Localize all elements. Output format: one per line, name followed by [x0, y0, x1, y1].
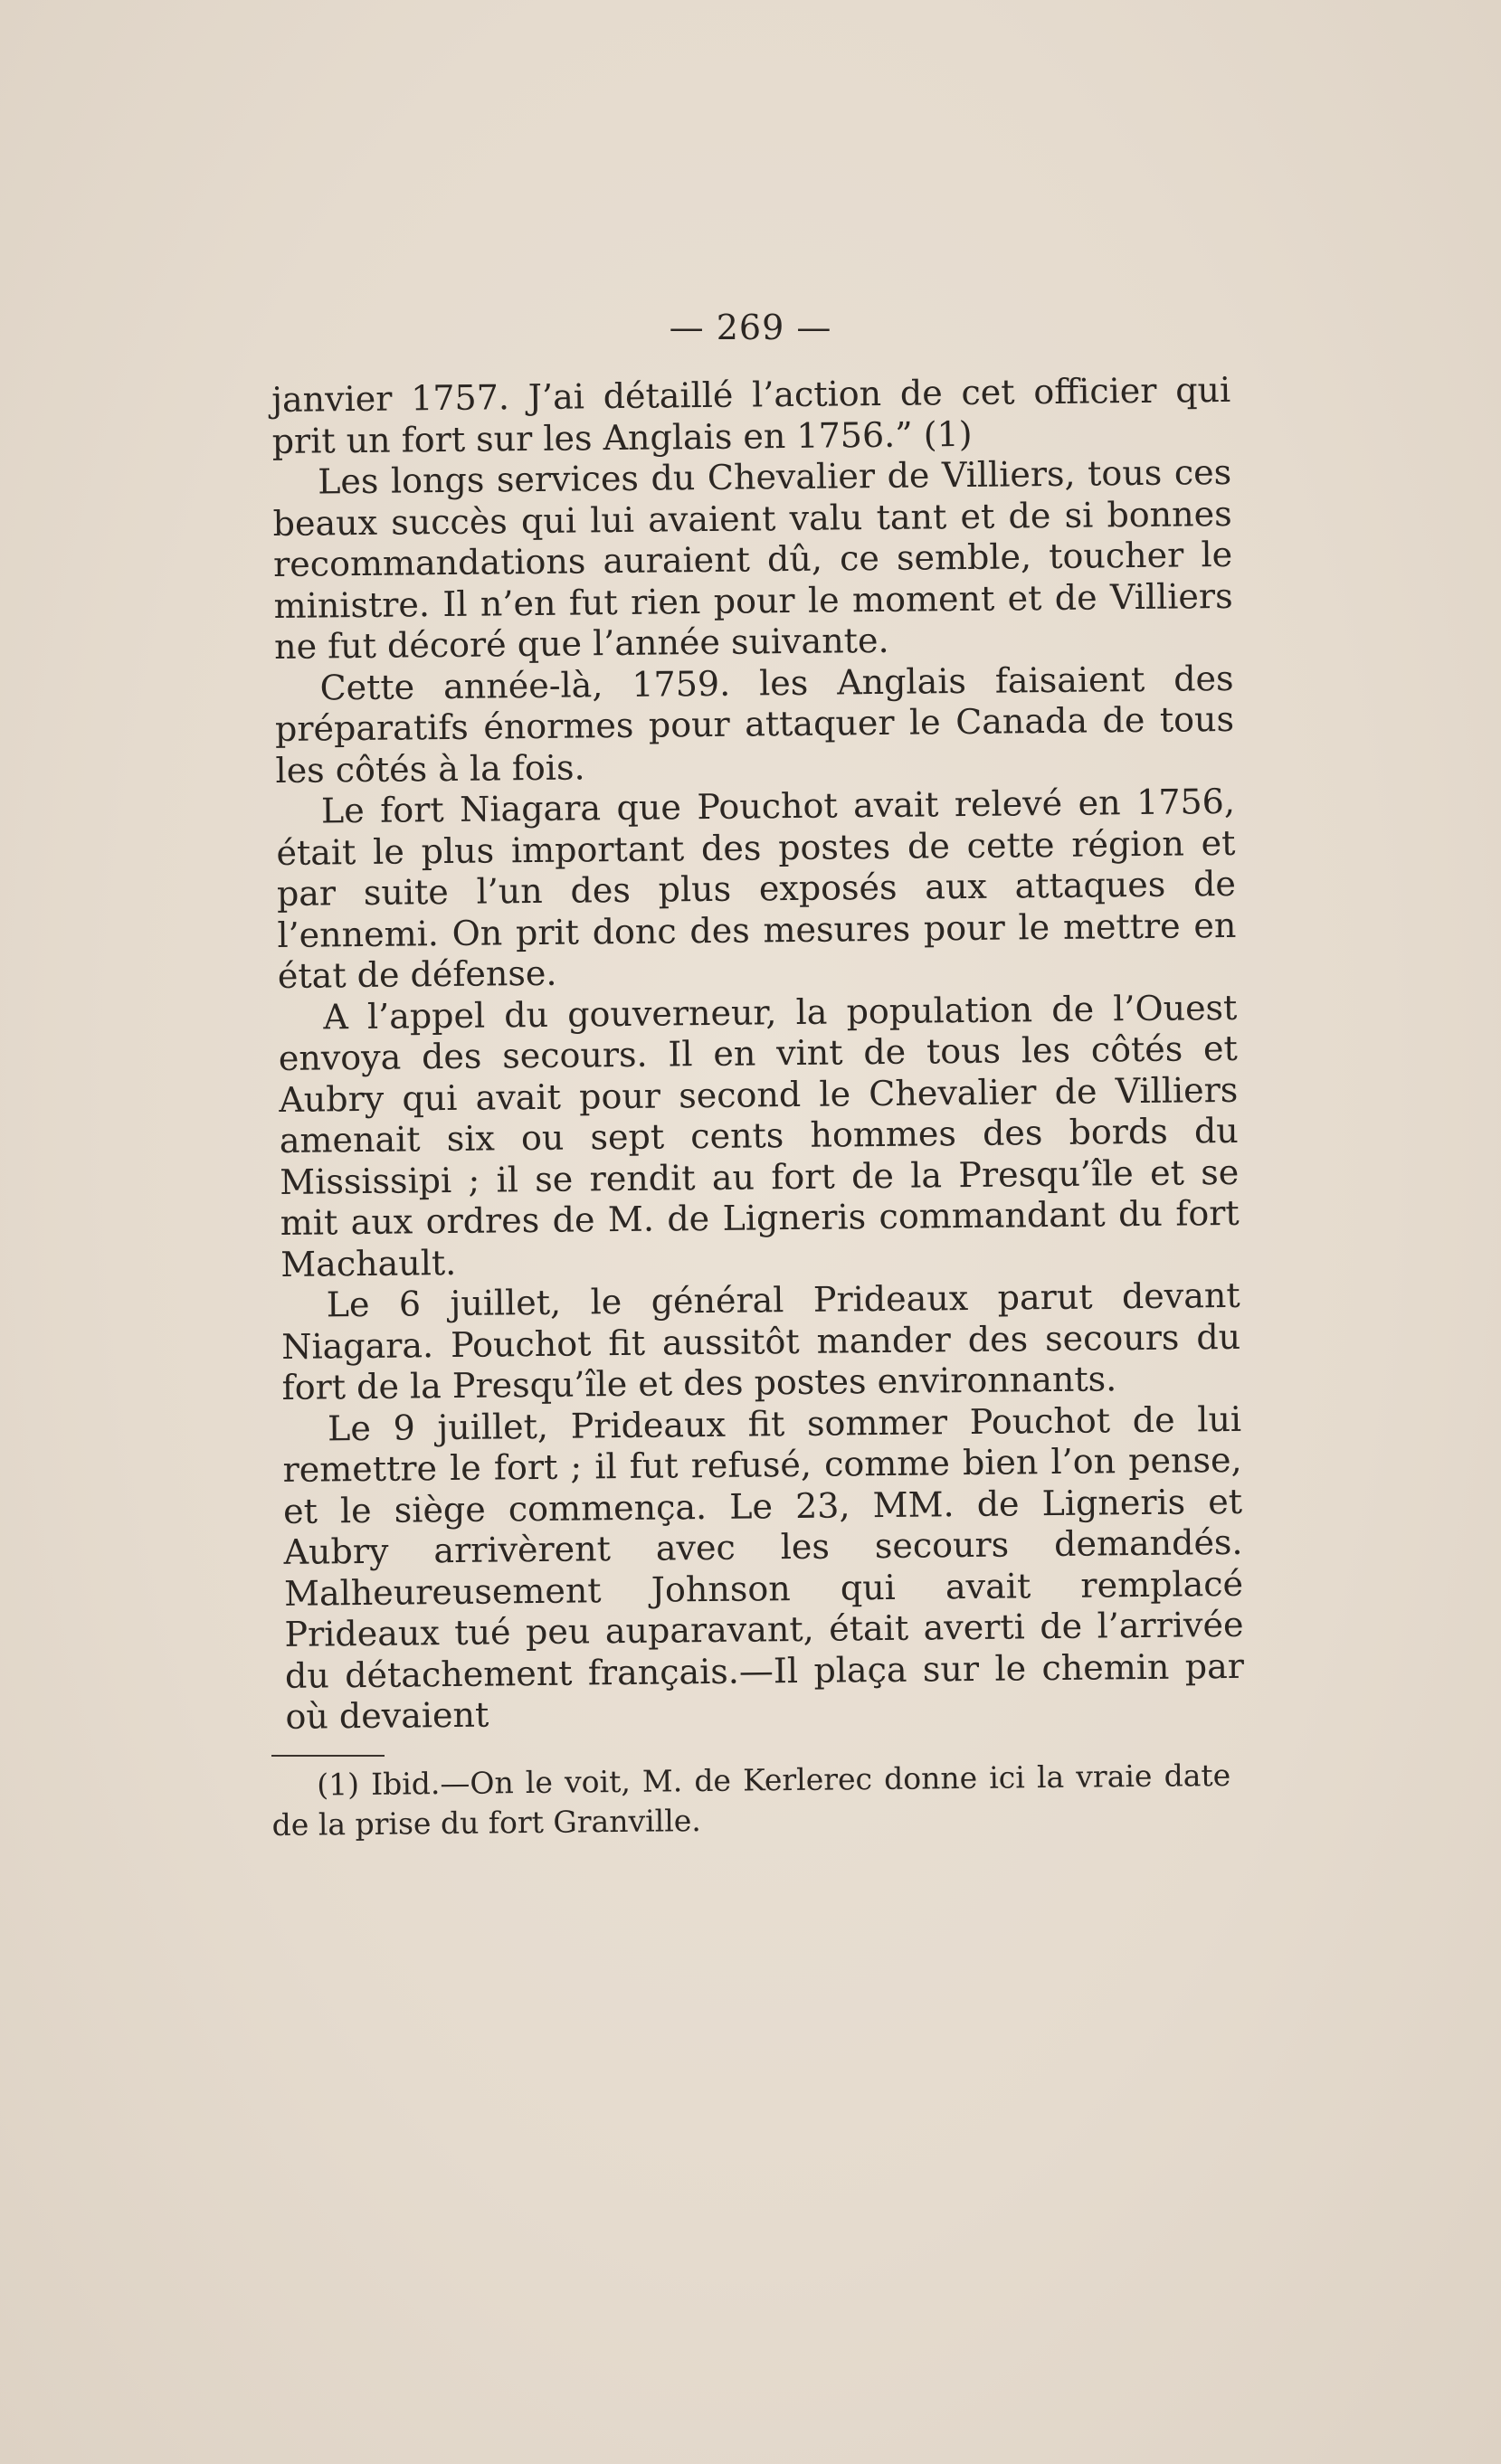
page-number: — 269 —	[669, 308, 832, 347]
paragraph: janvier 1757. J’ai détaillé l’action de cet officier qui prit un fort sur les Anglais en 1756.” (1)	[271, 369, 1231, 461]
footnote-text: (1) Ibid.—On le voit, M. de Kerlerec donne ici la vraie date de la prise du fort Granville.	[271, 1757, 1231, 1843]
footnote-divider	[271, 1755, 385, 1757]
paragraph: Cette année-là, 1759. les Anglais faisaient des préparatifs énormes pour attaquer le Canada de tous les côtés à la fois.	[274, 658, 1235, 791]
paragraph: Les longs services du Chevalier de Villiers, tous ces beaux succès qui lui avaient valu tant et de si bonnes recommandations auraient dû, ce semble, toucher le ministre. Il n’en fut rien pour le moment et de Villiers ne fut décoré que l’année suivante.	[272, 451, 1233, 667]
paragraph: Le fort Niagara que Pouchot avait relevé en 1756, était le plus important des postes de cette région et par suite l’un des plus exposés aux attaques de l’ennemi. On prit donc des mesures pour le mettre en état de défense.	[276, 781, 1237, 996]
footnote	[271, 1756, 1231, 1845]
paragraph: Le 9 juillet, Prideaux fit sommer Pouchot de lui remettre le fort ; il fut refusé, comme bien l’on pense, et le siège commença. Le 23, MM. de Ligneris et Aubry arrivèrent avec les secours demandés. Malheureusement Johnson qui avait remplacé Prideaux tué peu auparavant, était averti de l’arrivée du détachement français.—Il plaça sur le chemin par où devaient	[282, 1398, 1245, 1737]
body-text	[271, 370, 1245, 1739]
paragraph: A l’appel du gouverneur, la population de l’Ouest envoya des secours. Il en vint de tous les côtés et Aubry qui avait pour second le Chevalier de Villiers amenait six ou sept cents hommes des bords du Mississipi ; il se rendit au fort de la Presqu’île et se mit aux ordres de M. de Ligneris commandant du fort Machault.	[278, 987, 1240, 1284]
paragraph: Le 6 juillet, le général Prideaux parut devant Niagara. Pouchot fit aussitôt mander des secours du fort de la Presqu’île et des postes environnants.	[280, 1275, 1241, 1407]
